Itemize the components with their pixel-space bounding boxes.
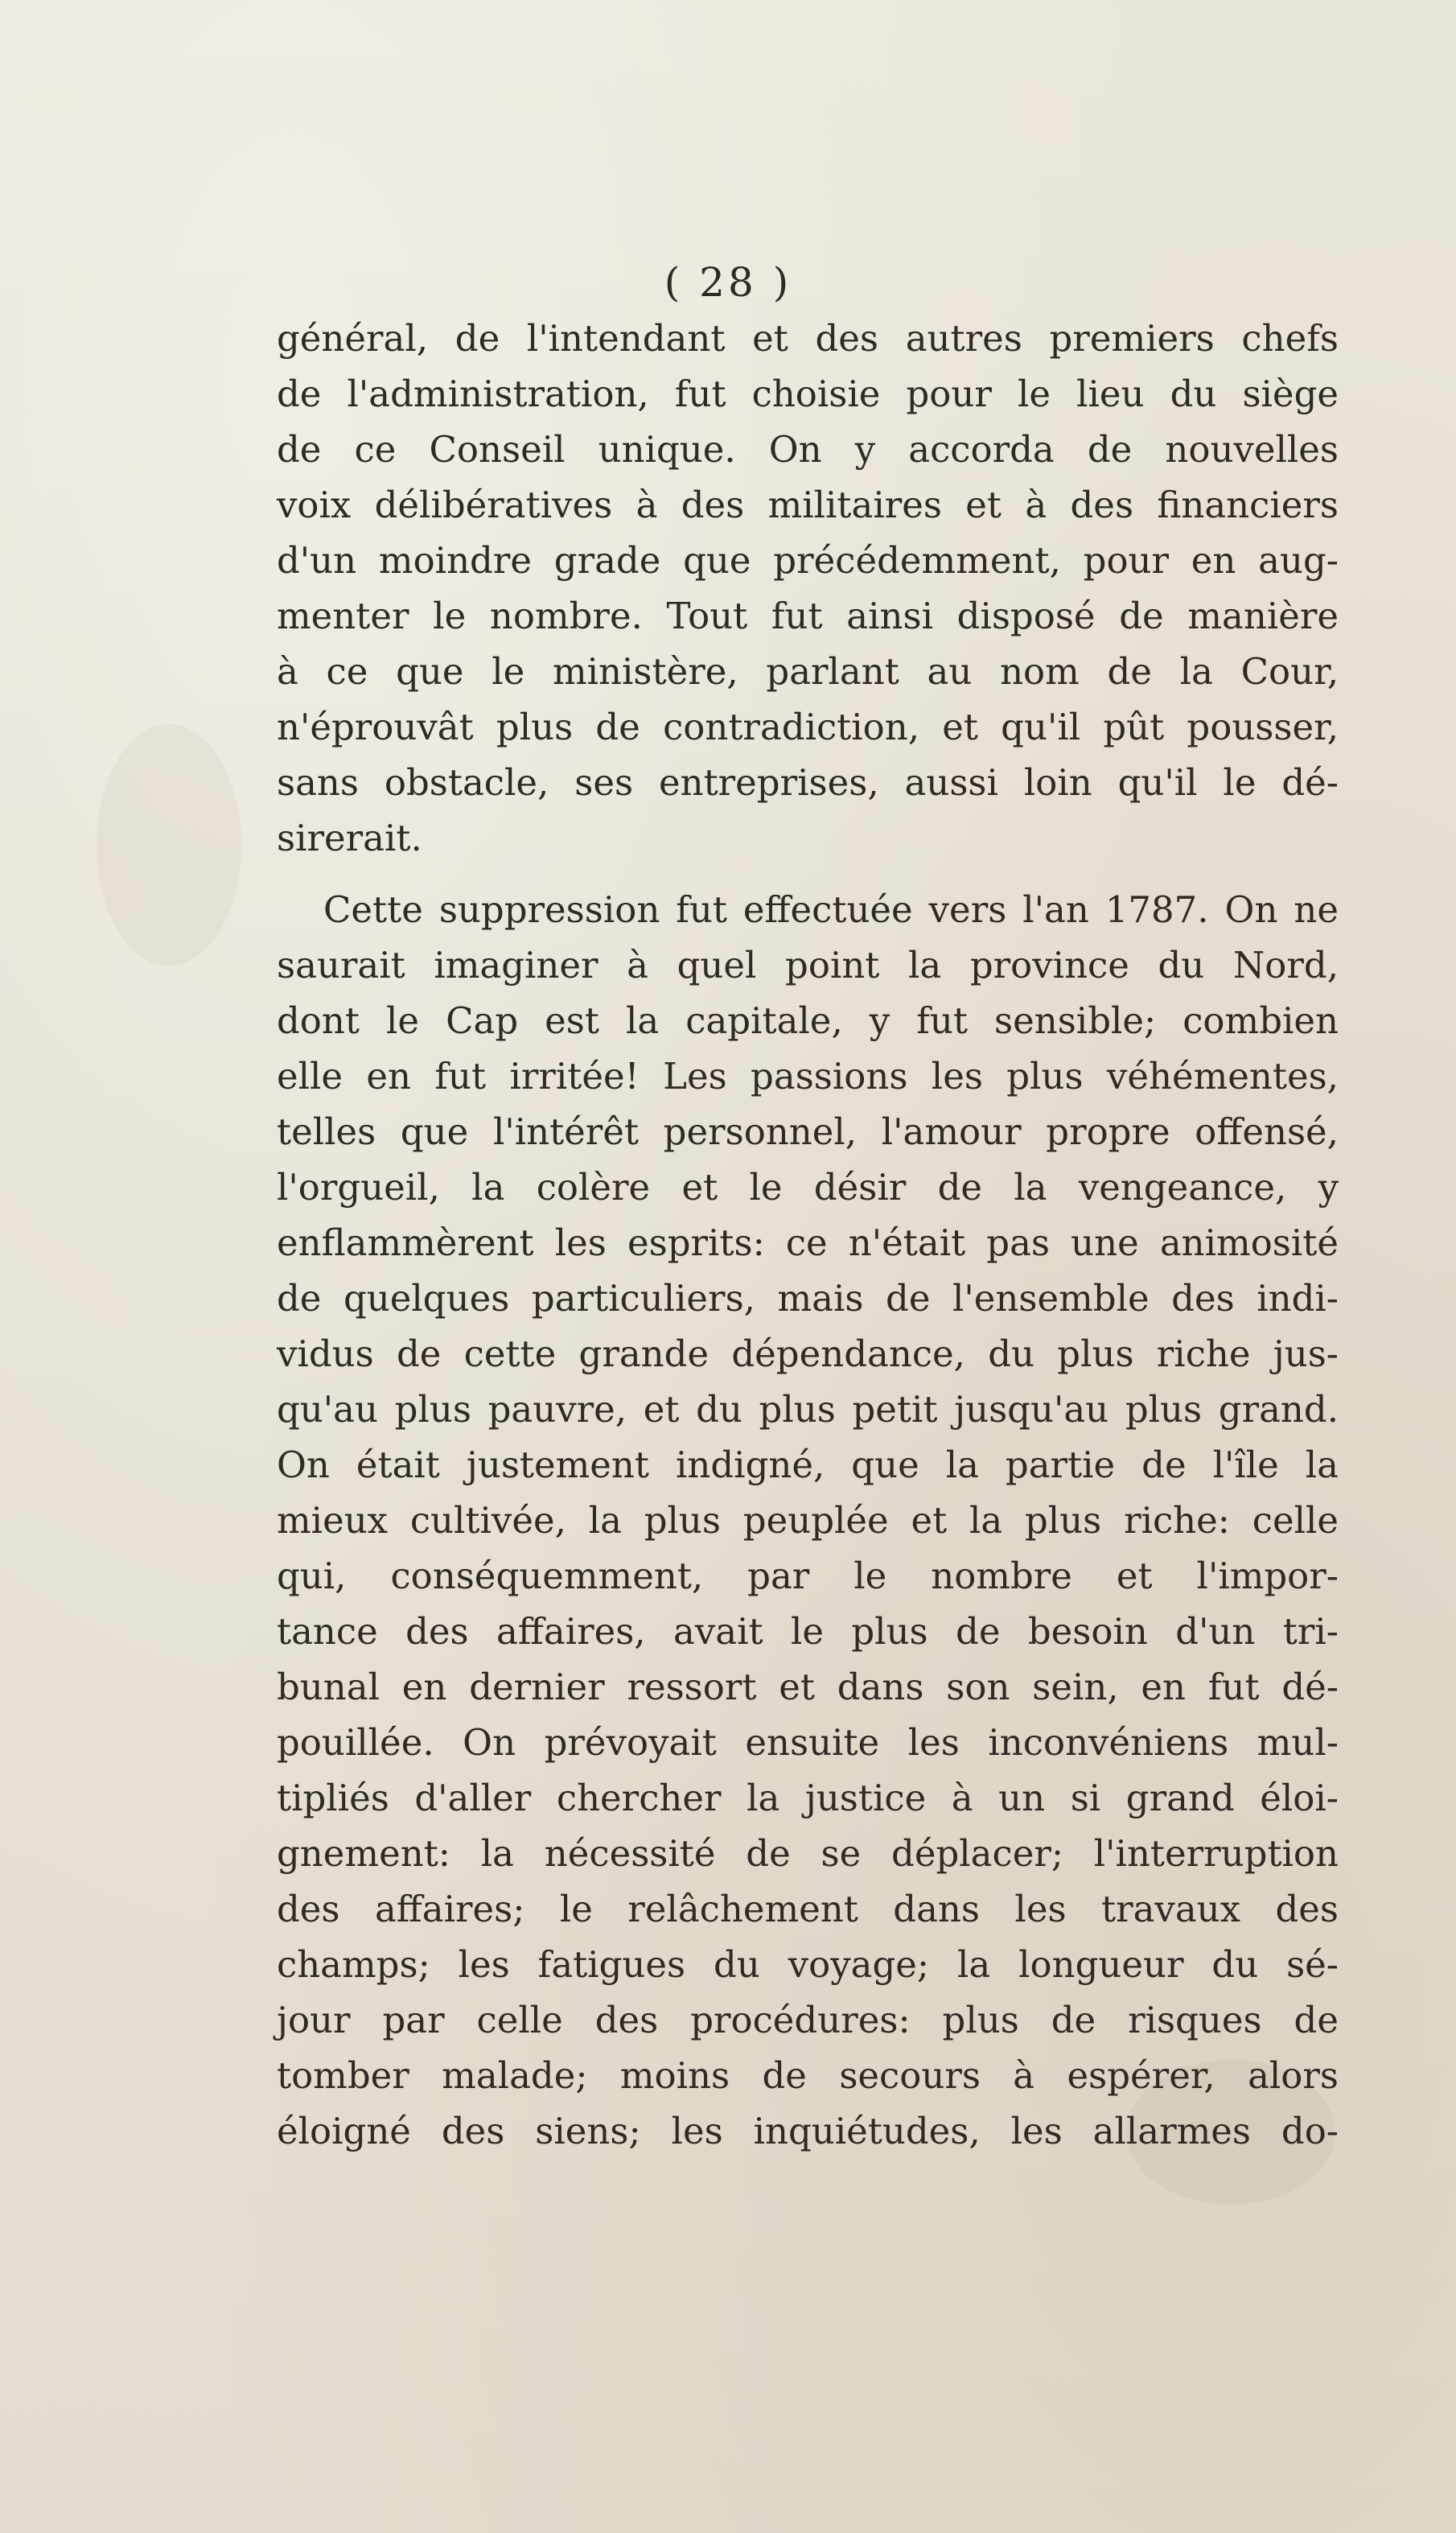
text-line: On était justement indigné, que la partie de l'île la (277, 1444, 1339, 1486)
text-line: saurait imaginer à quel point la province du Nord, (277, 944, 1339, 986)
text-line: voix délibératives à des militaires et à des financiers (277, 484, 1339, 526)
text-line: de ce Conseil unique. On y accorda de nouvelles (277, 428, 1339, 471)
text-line: qu'au plus pauvre, et du plus petit jusqu'au plus grand. (277, 1388, 1339, 1431)
text-line: gnement: la nécessité de se déplacer; l'interruption (277, 1832, 1339, 1875)
text-line: tipliés d'aller chercher la justice à un si grand éloi- (277, 1777, 1339, 1819)
body-text (277, 311, 1339, 2159)
text-line: sirerait. (277, 817, 422, 859)
text-line: à ce que le ministère, parlant au nom de la Cour, (277, 650, 1339, 693)
text-line: tomber malade; moins de secours à espérer, alors (277, 2054, 1339, 2097)
text-line: tance des affaires, avait le plus de besoin d'un tri- (277, 1610, 1339, 1653)
text-line: elle en fut irritée! Les passions les plus véhémentes, (277, 1055, 1339, 1098)
text-line: éloigné des siens; les inquiétudes, les allarmes do- (277, 2110, 1339, 2152)
text-line: Cette suppression fut effectuée vers l'an 1787. On ne (323, 888, 1339, 931)
text-line: l'orgueil, la colère et le désir de la vengeance, y (277, 1166, 1339, 1209)
text-line: qui, conséquemment, par le nombre et l'impor- (277, 1555, 1339, 1597)
text-line: mieux cultivée, la plus peuplée et la plus riche: celle (277, 1499, 1339, 1542)
text-line: n'éprouvât plus de contradiction, et qu'il pût pousser, (277, 706, 1339, 748)
text-line: telles que l'intérêt personnel, l'amour propre offensé, (277, 1110, 1339, 1153)
text-line: de l'administration, fut choisie pour le lieu du siège (277, 373, 1339, 415)
text-line: bunal en dernier ressort et dans son sein, en fut dé- (277, 1666, 1339, 1708)
paper-stain (97, 724, 241, 966)
text-line: sans obstacle, ses entreprises, aussi loin qu'il le dé- (277, 761, 1339, 804)
text-line: dont le Cap est la capitale, y fut sensible; combien (277, 999, 1339, 1042)
text-line: enflammèrent les esprits: ce n'était pas une animosité (277, 1221, 1339, 1264)
text-line: des affaires; le relâchement dans les travaux des (277, 1888, 1339, 1930)
text-line: vidus de cette grande dépendance, du plus riche jus- (277, 1332, 1339, 1375)
text-line: champs; les fatigues du voyage; la longueur du sé- (277, 1943, 1339, 1986)
text-line: de quelques particuliers, mais de l'ensemble des indi- (277, 1277, 1339, 1320)
page-number: ( 28 ) (664, 259, 792, 306)
text-line: pouillée. On prévoyait ensuite les inconvéniens mul- (277, 1721, 1339, 1764)
text-line: jour par celle des procédures: plus de risques de (277, 1999, 1339, 2041)
text-line: menter le nombre. Tout fut ainsi disposé de manière (277, 595, 1339, 637)
paragraph-gap (277, 866, 1339, 882)
text-line: général, de l'intendant et des autres premiers chefs (277, 317, 1339, 360)
text-line: d'un moindre grade que précédemment, pour en aug- (277, 539, 1339, 582)
